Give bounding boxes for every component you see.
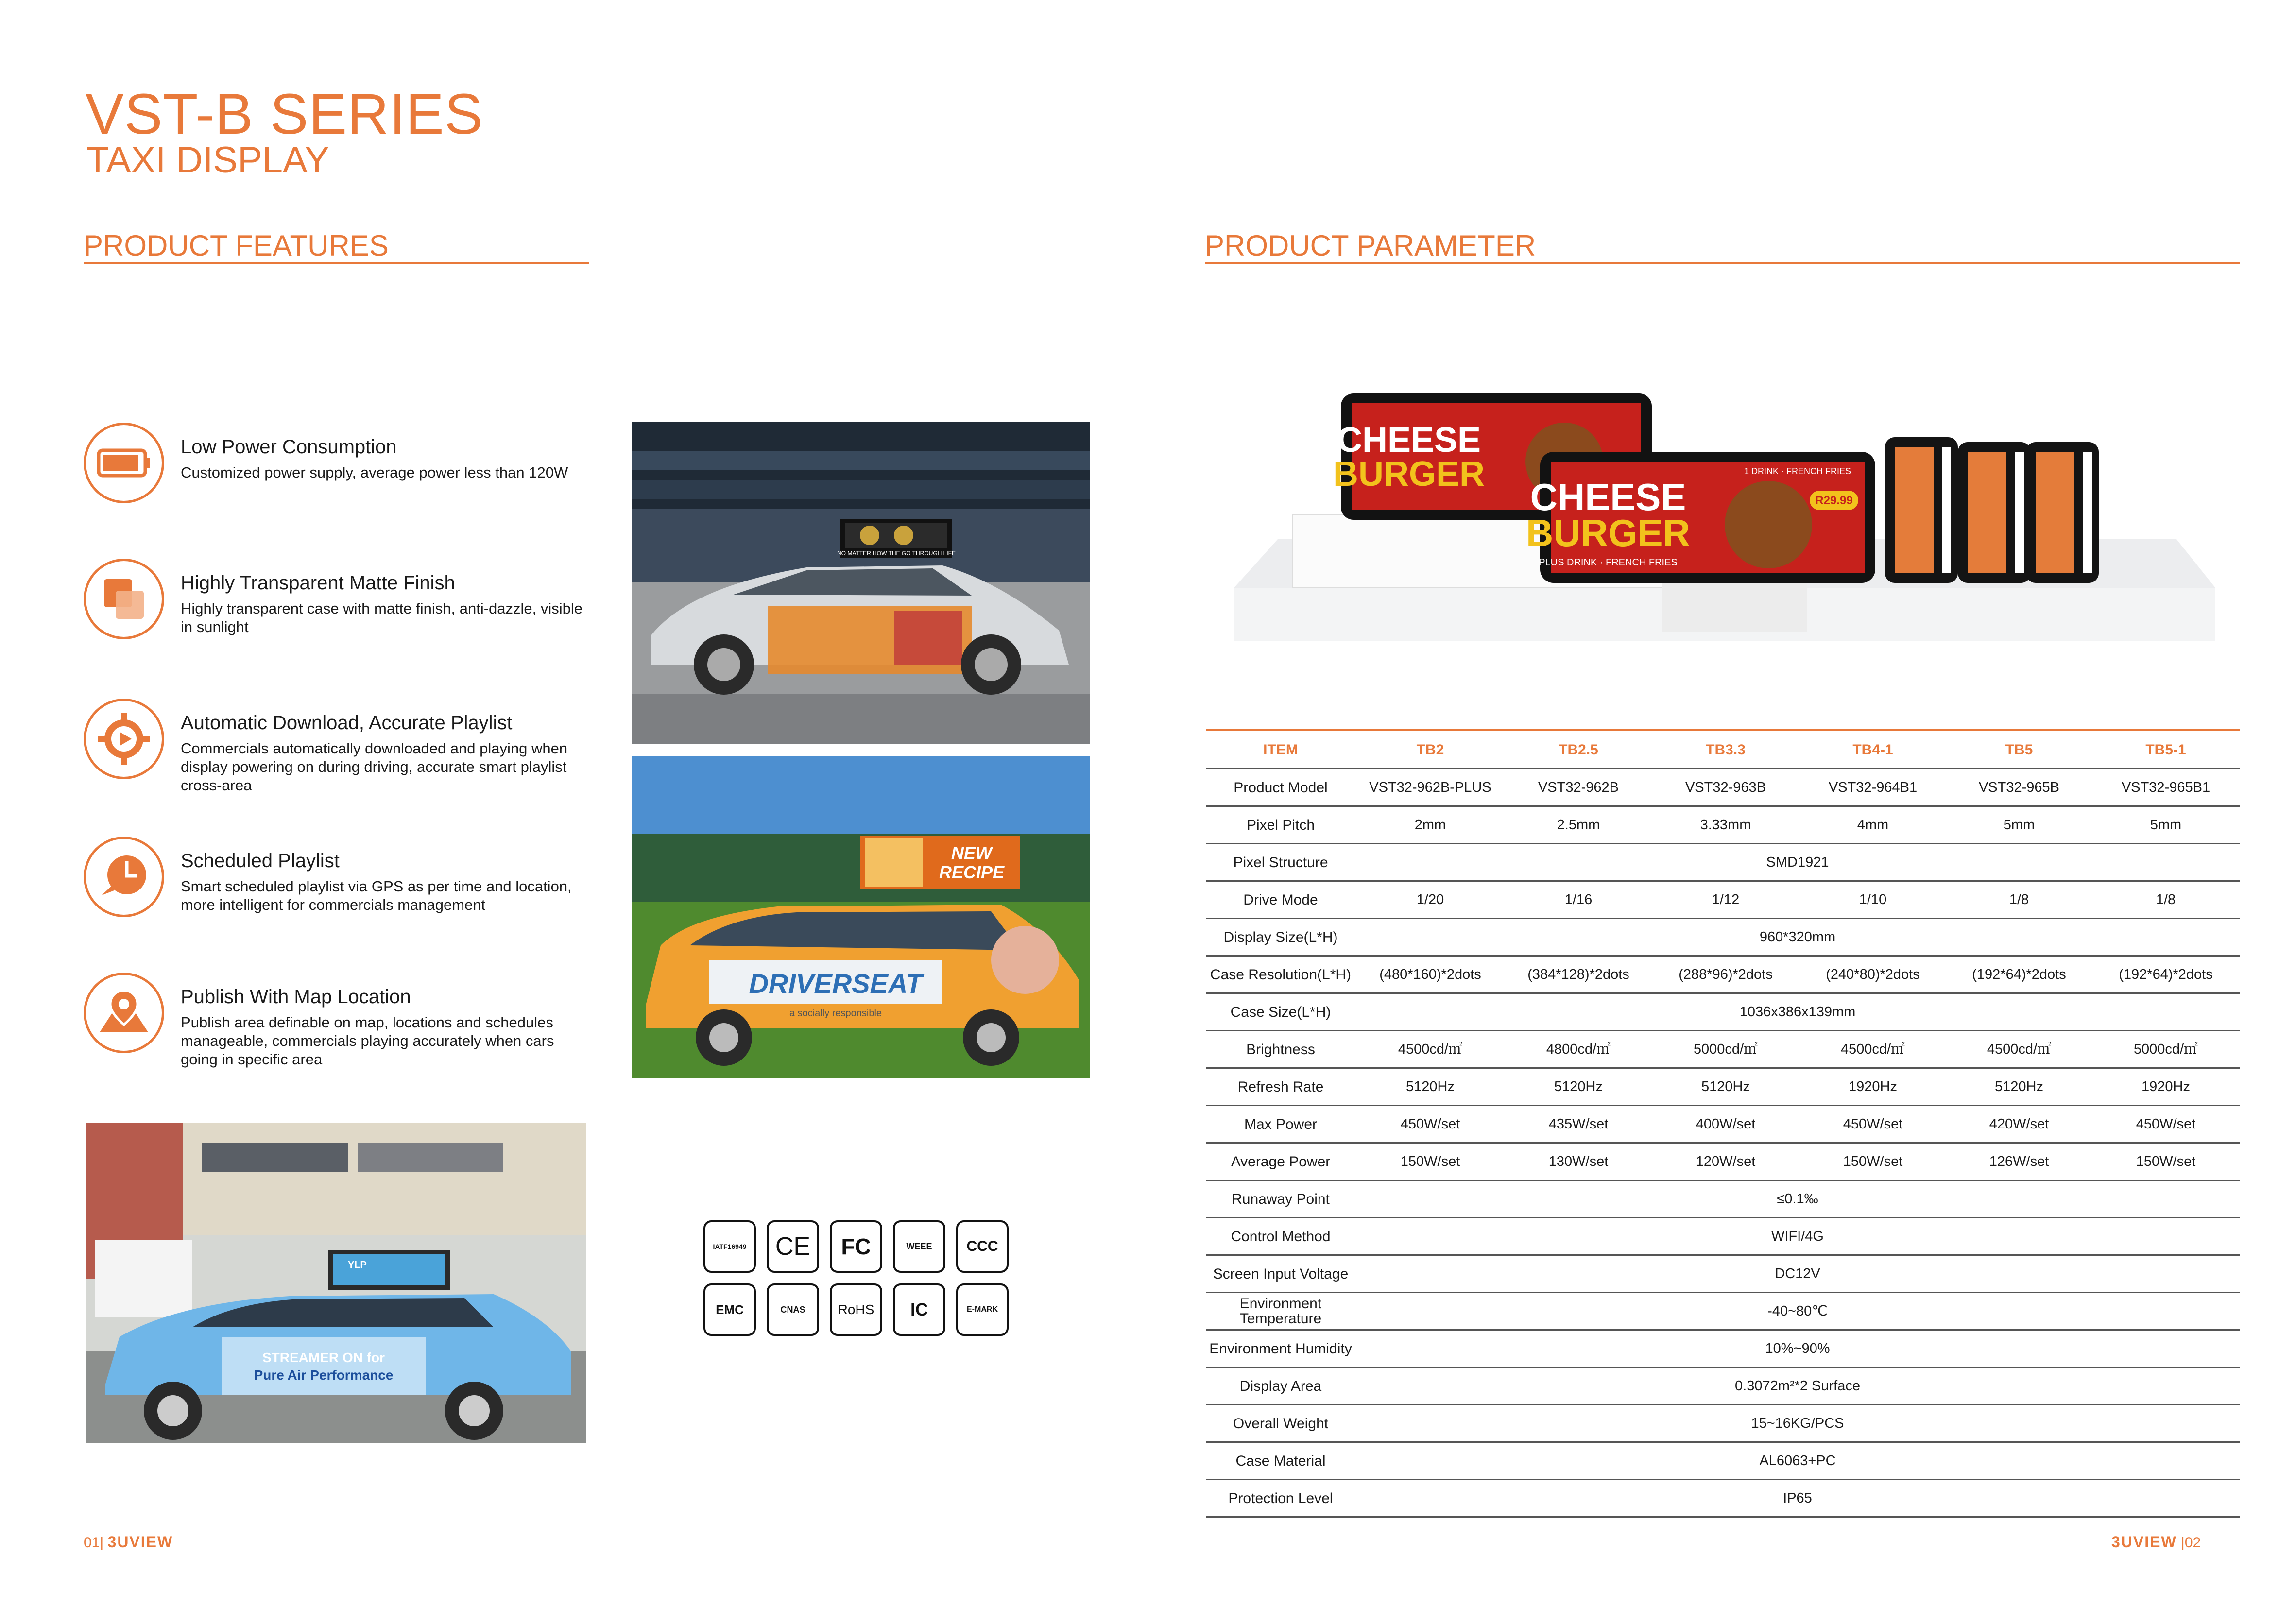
taxi-display-product-image [1224,379,2225,651]
table-row [1206,1368,2240,1405]
column-header: TB5-1 [2092,730,2240,769]
footer-right: 3UVIEW |02 [2111,1533,2201,1551]
table-row [1206,1106,2240,1143]
table-cell: 5mm [1946,806,2092,844]
table-row [1206,1255,2240,1293]
taxi-photo-silver [632,422,1090,744]
product-ad-top: 1 DRINK · FRENCH FRIES [1744,466,1851,476]
row-label: Refresh Rate [1206,1068,1355,1106]
battery-icon [84,423,164,503]
map-pin-icon [84,973,164,1053]
table-cell: 4500cd/㎡ [1799,1031,1946,1068]
table-row [1206,881,2240,919]
row-label: Screen Input Voltage [1206,1255,1355,1293]
feature-item [84,699,599,794]
table-cell: 3.33mm [1652,806,1799,844]
table-cell: 1/8 [1946,881,2092,919]
feature-title: Scheduled Playlist [181,850,340,872]
row-label: Overall Weight [1206,1405,1355,1442]
table-cell: 130W/set [1505,1143,1652,1180]
table-row [1206,956,2240,993]
table-cell: 5120Hz [1652,1068,1799,1106]
iatf-cert-icon [703,1220,756,1273]
table-cell: 4mm [1799,806,1946,844]
feature-desc: Commercials automatically downloaded and playing when display powering on during driving, accurate smart playlist cross-area [181,740,568,794]
table-cell: (288*96)*2dots [1652,956,1799,993]
table-row [1206,1330,2240,1368]
brand-logo-left: 3UVIEW [107,1533,173,1551]
product-ad-price: R29.99 [1815,494,1853,507]
table-row [1206,1442,2240,1480]
table-row [1206,1480,2240,1517]
column-header: TB3.3 [1652,730,1799,769]
table-cell: (192*64)*2dots [1946,956,2092,993]
row-label: Average Power [1206,1143,1355,1180]
table-row [1206,1068,2240,1106]
product-ad-line2: BURGER [1525,512,1691,554]
table-cell: VST32-965B1 [2092,769,2240,806]
cert-label: CNAS [780,1304,805,1315]
table-cell: VST32-962B-PLUS [1355,769,1505,806]
table-cell: (480*160)*2dots [1355,956,1505,993]
table-cell: 5120Hz [1505,1068,1652,1106]
row-label: Max Power [1206,1106,1355,1143]
table-cell: 400W/set [1652,1106,1799,1143]
table-row [1206,993,2240,1031]
row-label: Display Size(L*H) [1206,919,1355,956]
page-number-left: 01 [84,1535,100,1551]
table-cell-span: WIFI/4G [1355,1218,2240,1255]
table-cell: 1/8 [2092,881,2240,919]
emark-cert-icon [956,1283,1009,1336]
product-ad-line1: CHEESE [1530,476,1686,518]
table-cell: 5mm [2092,806,2240,844]
table-cell-span: AL6063+PC [1355,1442,2240,1480]
table-row [1206,1180,2240,1218]
cert-label: E-MARK [967,1305,998,1314]
table-row [1206,919,2240,956]
table-cell-span: SMD1921 [1355,844,2240,881]
table-row [1206,1218,2240,1255]
table-row [1206,1031,2240,1068]
table-cell: 1/20 [1355,881,1505,919]
table-cell-span: 960*320mm [1355,919,2240,956]
row-label: Control Method [1206,1218,1355,1255]
table-cell-span: IP65 [1355,1480,2240,1517]
row-label: Case Resolution(L*H) [1206,956,1355,993]
table-header-row [1206,730,2240,769]
feature-desc: Highly transparent case with matte finish, anti-dazzle, visible in sunlight [181,600,583,635]
table-cell-span: 15~16KG/PCS [1355,1405,2240,1442]
series-title: VST-B SERIES [86,82,483,146]
table-cell: 2.5mm [1505,806,1652,844]
table-cell: 150W/set [1799,1143,1946,1180]
table-cell: 420W/set [1946,1106,2092,1143]
emc-cert-icon [703,1283,756,1336]
column-header: TB2.5 [1505,730,1652,769]
row-label: Display Area [1206,1368,1355,1405]
table-cell-span: 10%~90% [1355,1330,2240,1368]
ic-cert-icon [893,1283,945,1336]
table-cell-span: -40~80℃ [1355,1293,2240,1330]
clock-icon [84,837,164,917]
rohs-cert-icon [830,1283,882,1336]
table-cell: 126W/set [1946,1143,2092,1180]
table-cell: 5000cd/㎡ [2092,1031,2240,1068]
ce-cert-icon [767,1220,819,1273]
weee-cert-icon [893,1220,945,1273]
cnas-cert-icon [767,1283,819,1336]
features-section-title: PRODUCT FEATURES [84,229,389,262]
table-cell: 150W/set [2092,1143,2240,1180]
cert-label: CCC [966,1238,998,1254]
cert-label: RoHS [838,1302,874,1317]
taxi-photo-minivan [632,756,1090,1078]
feature-desc: Smart scheduled playlist via GPS as per time and location, more intelligent for commercials management [181,878,572,913]
brand-logo-right: 3UVIEW [2111,1533,2177,1551]
ccc-cert-icon [956,1220,1009,1273]
table-cell: 1/10 [1799,881,1946,919]
row-label: Pixel Pitch [1206,806,1355,844]
table-row [1206,1405,2240,1442]
column-header: TB5 [1946,730,2092,769]
table-cell-span: 0.3072m²*2 Surface [1355,1368,2240,1405]
feature-title: Publish With Map Location [181,986,411,1008]
product-back-ad-line2: BURGER [1333,455,1485,494]
table-cell: 5120Hz [1946,1068,2092,1106]
table-cell: VST32-963B [1652,769,1799,806]
table-cell: 5000cd/㎡ [1652,1031,1799,1068]
row-label: Environment Humidity [1206,1330,1355,1368]
table-cell: 1/12 [1652,881,1799,919]
feature-title: Highly Transparent Matte Finish [181,572,455,594]
table-cell: 150W/set [1355,1143,1505,1180]
table-cell: 2mm [1355,806,1505,844]
series-subtitle: TAXI DISPLAY [86,139,329,181]
table-cell-span: 1036x386x139mm [1355,993,2240,1031]
features-divider [84,262,589,264]
feature-item [84,559,599,651]
taxi-photo-blue [86,1123,586,1443]
feature-desc: Customized power supply, average power less than 120W [181,464,568,481]
table-cell: 1920Hz [2092,1068,2240,1106]
cert-label: WEEE [906,1241,932,1251]
table-cell: VST32-962B [1505,769,1652,806]
play-gear-icon [84,699,164,779]
row-label: Product Model [1206,769,1355,806]
parameter-section-title: PRODUCT PARAMETER [1205,229,1536,262]
footer-left: 01| 3UVIEW [84,1533,173,1551]
table-row [1206,769,2240,806]
table-cell: (240*80)*2dots [1799,956,1946,993]
feature-desc: Publish area definable on map, locations and schedules manageable, commercials playing accurately when cars going in specific area [181,1014,554,1068]
table-cell: 1920Hz [1799,1068,1946,1106]
table-cell: VST32-965B [1946,769,2092,806]
table-cell: 4500cd/㎡ [1355,1031,1505,1068]
feature-title: Automatic Download, Accurate Playlist [181,712,513,734]
cert-label: IC [910,1299,928,1319]
table-cell: 435W/set [1505,1106,1652,1143]
parameter-divider [1205,262,2240,264]
table-cell: 450W/set [1799,1106,1946,1143]
table-row [1206,1143,2240,1180]
row-label: Case Size(L*H) [1206,993,1355,1031]
layers-icon [84,559,164,639]
column-header: TB4-1 [1799,730,1946,769]
row-label: Case Material [1206,1442,1355,1480]
table-cell: (192*64)*2dots [2092,956,2240,993]
row-label: Environment Temperature [1206,1293,1355,1330]
row-label: Pixel Structure [1206,844,1355,881]
row-label: Runaway Point [1206,1180,1355,1218]
cert-label: EMC [716,1302,744,1317]
feature-title: Low Power Consumption [181,436,397,458]
column-header: ITEM [1206,730,1355,769]
cert-label: CE [775,1232,811,1261]
parameter-table [1206,729,2240,1518]
table-cell-span: DC12V [1355,1255,2240,1293]
table-row [1206,844,2240,881]
cert-label: IATF16949 [713,1243,747,1250]
certification-logos [703,1220,1014,1337]
cert-label: FC [841,1234,871,1259]
table-cell: 5120Hz [1355,1068,1505,1106]
fcc-cert-icon [830,1220,882,1273]
table-cell-span: ≤0.1‰ [1355,1180,2240,1218]
product-ad-tag: PLUS DRINK · FRENCH FRIES [1539,557,1678,568]
table-cell: 4500cd/㎡ [1946,1031,2092,1068]
row-label: Drive Mode [1206,881,1355,919]
photo2-sign-line1: NEW [951,843,992,863]
page-number-right: 02 [2184,1535,2201,1551]
photo3-wrap-line2: Pure Air Performance [254,1368,394,1383]
table-cell: VST32-964B1 [1799,769,1946,806]
photo2-wrap-tagline: a socially responsible [789,1008,882,1019]
photo2-wrap-brand: DRIVERSEAT [749,968,923,999]
feature-item [84,973,599,1068]
feature-item [84,423,599,515]
row-label: Protection Level [1206,1480,1355,1517]
table-cell: 1/16 [1505,881,1652,919]
row-label: Brightness [1206,1031,1355,1068]
photo3-wrap-line1: STREAMER ON for [262,1350,385,1365]
product-back-ad-line1: CHEESE [1336,421,1481,460]
feature-item [84,837,599,929]
column-header: TB2 [1355,730,1505,769]
table-cell: 450W/set [2092,1106,2240,1143]
table-cell: 450W/set [1355,1106,1505,1143]
photo2-sign-line2: RECIPE [939,862,1005,882]
table-row [1206,1293,2240,1330]
table-cell: 120W/set [1652,1143,1799,1180]
table-cell: 4800cd/㎡ [1505,1031,1652,1068]
photo3-sign-text: YLP [348,1260,367,1270]
photo1-sign-text: NO MATTER HOW THE GO THROUGH LIFE [837,550,956,557]
table-cell: (384*128)*2dots [1505,956,1652,993]
table-row [1206,806,2240,844]
